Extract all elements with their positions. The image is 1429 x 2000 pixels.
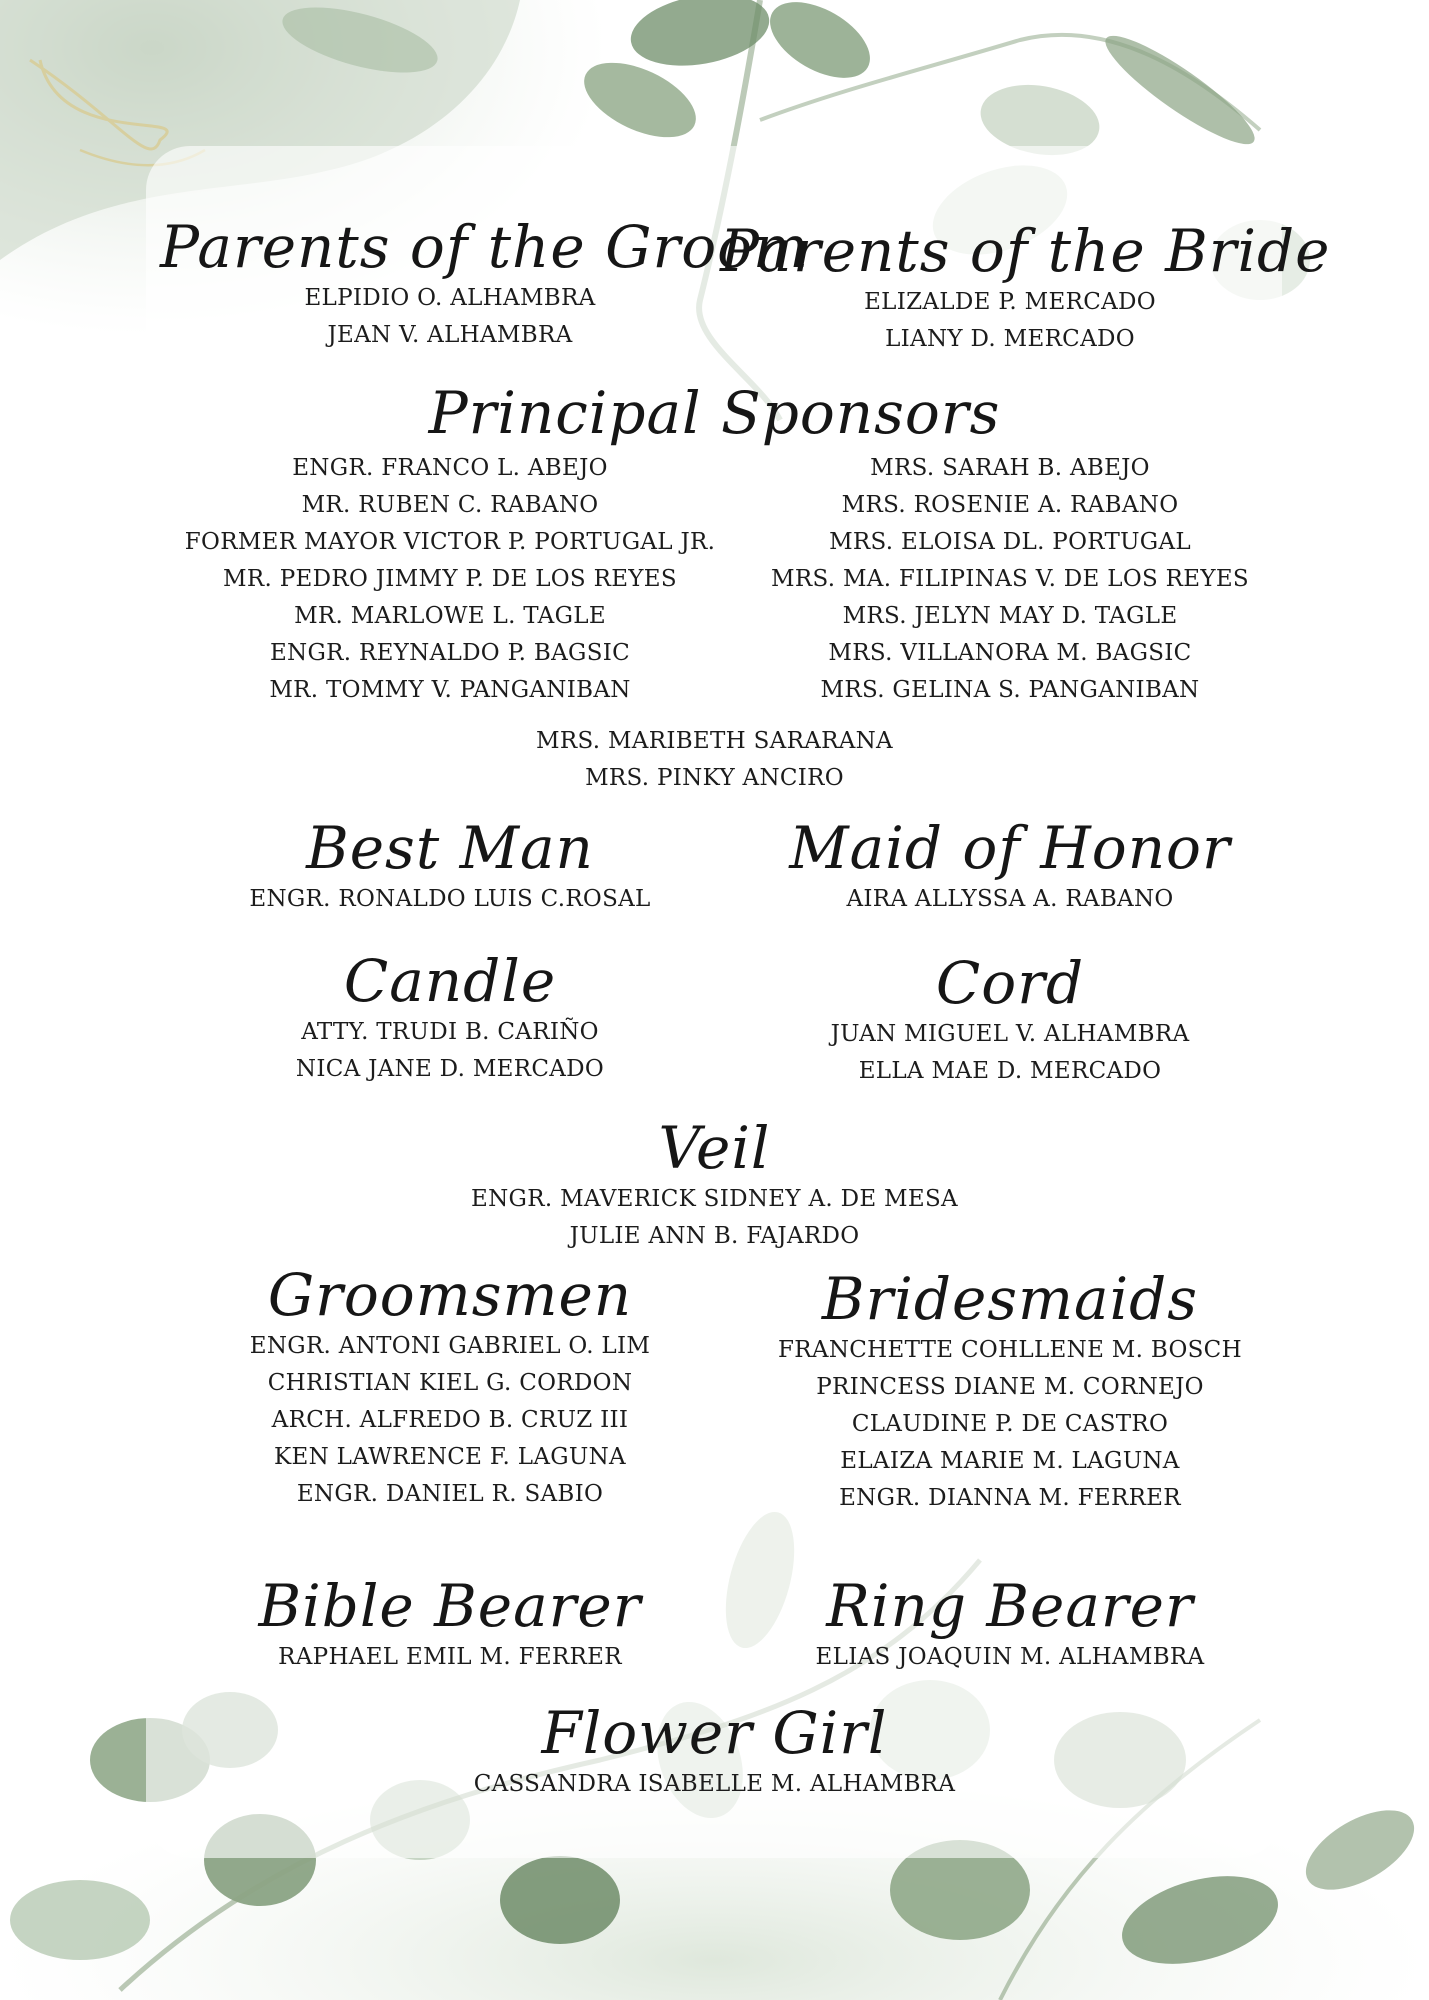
veil-name: JULIE ANN B. FAJARDO (569, 1223, 860, 1249)
bible-bearer-name: RAPHAEL EMIL M. FERRER (278, 1644, 622, 1670)
sponsor-name: ENGR. FRANCO L. ABEJO (292, 455, 608, 481)
sponsor-name: MRS. GELINA S. PANGANIBAN (820, 677, 1200, 703)
bridesmaid-name: ELAIZA MARIE M. LAGUNA (840, 1448, 1180, 1474)
flower-girl-title: Flower Girl (541, 1699, 888, 1767)
bridesmaid-name: ENGR. DIANNA M. FERRER (839, 1485, 1181, 1511)
sponsor-name: MRS. VILLANORA M. BAGSIC (828, 640, 1192, 666)
ring-bearer-title: Ring Bearer (826, 1572, 1194, 1640)
parents-groom-title: Parents of the Groom (160, 213, 810, 281)
candle-name: NICA JANE D. MERCADO (295, 1056, 605, 1082)
sponsor-name: FORMER MAYOR VICTOR P. PORTUGAL JR. (184, 529, 716, 555)
cord-title: Cord (935, 949, 1085, 1017)
sponsor-name: MR. MARLOWE L. TAGLE (294, 603, 606, 629)
groomsmen-section (160, 1262, 740, 1513)
veil-name: ENGR. MAVERICK SIDNEY A. DE MESA (471, 1186, 958, 1212)
principal-sponsors-section (0, 380, 1429, 446)
candle-section (160, 948, 740, 1088)
veil-title: Veil (658, 1114, 771, 1182)
sponsor-name: MRS. MARIBETH SARARANA (536, 728, 893, 754)
best-man-section (160, 815, 740, 918)
ring-bearer-name: ELIAS JOAQUIN M. ALHAMBRA (815, 1644, 1205, 1670)
maid-of-honor-section (720, 815, 1300, 918)
parents-bride-name: LIANY D. MERCADO (885, 326, 1135, 352)
parents-groom-name: ELPIDIO O. ALHAMBRA (304, 285, 596, 311)
candle-title: Candle (343, 947, 557, 1015)
sponsor-name: MRS. ELOISA DL. PORTUGAL (829, 529, 1191, 555)
principal-sponsors-title: Principal Sponsors (428, 379, 1001, 447)
groomsman-name: ARCH. ALFREDO B. CRUZ III (271, 1407, 629, 1433)
best-man-title: Best Man (306, 814, 594, 882)
bridesmaid-name: PRINCESS DIANE M. CORNEJO (816, 1374, 1204, 1400)
sponsor-name: MR. PEDRO JIMMY P. DE LOS REYES (223, 566, 677, 592)
flower-girl-name: CASSANDRA ISABELLE M. ALHAMBRA (473, 1771, 956, 1797)
parents-groom-name: JEAN V. ALHAMBRA (327, 322, 573, 348)
parents-bride-name: ELIZALDE P. MERCADO (864, 289, 1156, 315)
candle-name: ATTY. TRUDI B. CARIÑO (301, 1019, 599, 1045)
cord-section (720, 950, 1300, 1090)
groomsmen-title: Groomsmen (267, 1261, 633, 1329)
sponsor-name: MRS. ROSENIE A. RABANO (841, 492, 1179, 518)
sponsor-name: MRS. PINKY ANCIRO (585, 765, 844, 791)
parents-groom-section (160, 213, 810, 354)
sponsor-name: MRS. SARAH B. ABEJO (870, 455, 1150, 481)
groomsman-name: ENGR. DANIEL R. SABIO (296, 1481, 604, 1507)
best-man-name: ENGR. RONALDO LUIS C.ROSAL (249, 886, 651, 912)
maid-of-honor-title: Maid of Honor (789, 814, 1231, 882)
bridesmaid-name: FRANCHETTE COHLLENE M. BOSCH (778, 1337, 1242, 1363)
groomsman-name: KEN LAWRENCE F. LAGUNA (274, 1444, 626, 1470)
principal-sponsors-center (0, 723, 1429, 797)
bible-bearer-section (160, 1573, 740, 1676)
groomsman-name: ENGR. ANTONI GABRIEL O. LIM (249, 1333, 651, 1359)
bridesmaid-name: CLAUDINE P. DE CASTRO (851, 1411, 1169, 1437)
parents-bride-section (720, 217, 1331, 358)
ring-bearer-section (720, 1573, 1300, 1676)
bridesmaids-title: Bridesmaids (821, 1265, 1199, 1333)
sponsor-name: MR. TOMMY V. PANGANIBAN (269, 677, 631, 703)
cord-name: JUAN MIGUEL V. ALHAMBRA (830, 1021, 1190, 1047)
veil-section (0, 1115, 1429, 1255)
sponsor-name: MRS. JELYN MAY D. TAGLE (842, 603, 1178, 629)
maid-of-honor-name: AIRA ALLYSSA A. RABANO (846, 886, 1174, 912)
flower-girl-section (0, 1700, 1429, 1803)
principal-sponsors-left (160, 450, 740, 709)
parents-bride-title: Parents of the Bride (720, 217, 1331, 285)
principal-sponsors-right (720, 450, 1300, 709)
bridesmaids-section (720, 1266, 1300, 1517)
bible-bearer-title: Bible Bearer (258, 1572, 642, 1640)
sponsor-name: MR. RUBEN C. RABANO (301, 492, 599, 518)
groomsman-name: CHRISTIAN KIEL G. CORDON (267, 1370, 633, 1396)
cord-name: ELLA MAE D. MERCADO (858, 1058, 1162, 1084)
sponsor-name: MRS. MA. FILIPINAS V. DE LOS REYES (771, 566, 1249, 592)
sponsor-name: ENGR. REYNALDO P. BAGSIC (269, 640, 631, 666)
